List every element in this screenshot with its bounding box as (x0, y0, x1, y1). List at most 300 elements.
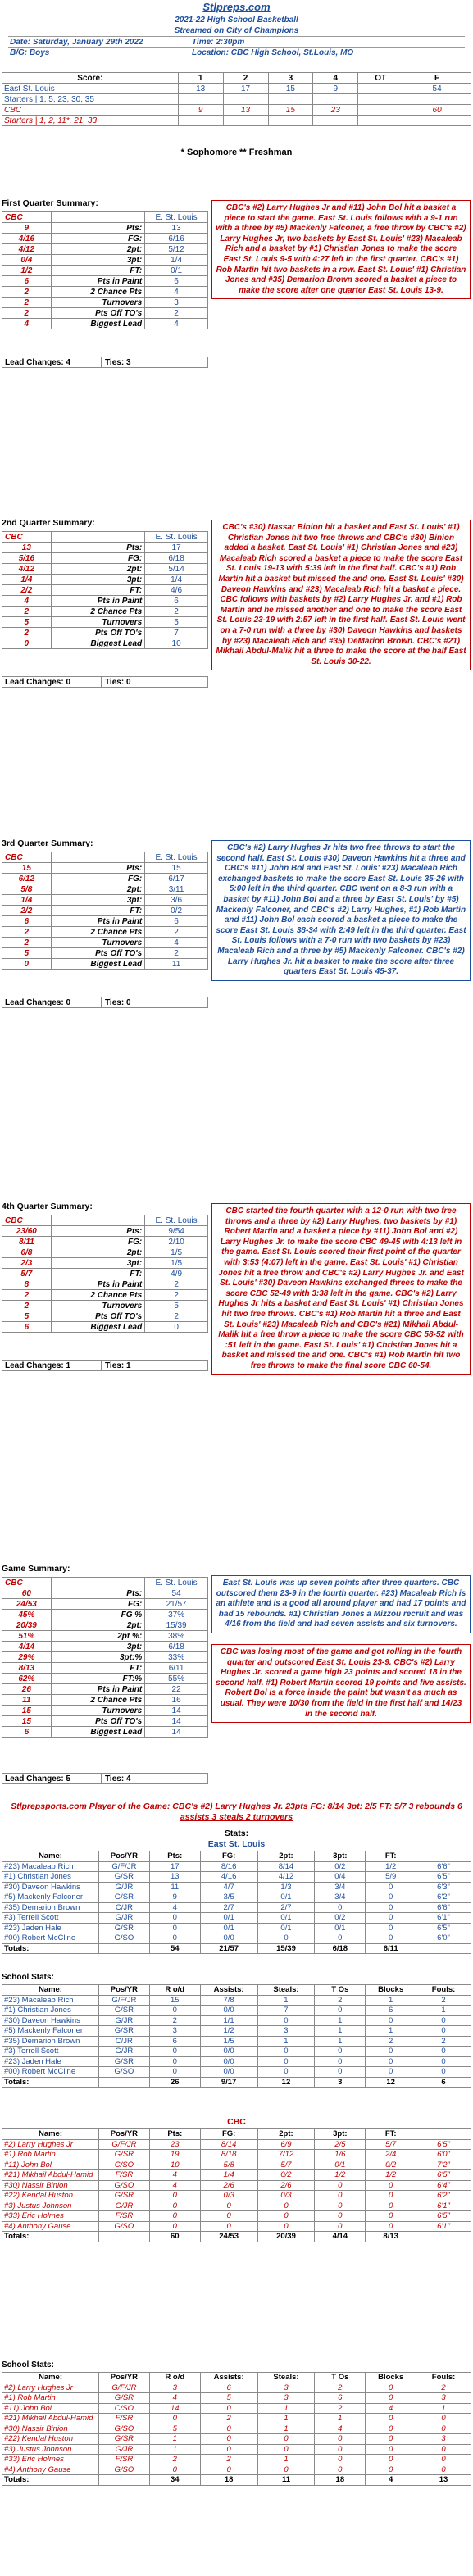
stat-cell: 0 (200, 2211, 257, 2222)
stat-cell: 0 (416, 2015, 471, 2026)
summary-stat-row (2, 1578, 208, 1588)
quarter-stat-row (2, 607, 208, 617)
total-cell: 24/53 (200, 2232, 257, 2242)
stat-cell: 0 (315, 2047, 366, 2057)
stat-cell: F/SR (98, 2211, 149, 2222)
player-row (2, 2414, 471, 2424)
time-label: Time: 2:30pm (192, 38, 245, 47)
stat-cell: 1/6 (315, 2150, 366, 2160)
stat-label: FT: (51, 266, 145, 276)
stream-line: Streamed on City of Champions (174, 26, 299, 35)
stat-cell: 0 (315, 2067, 366, 2078)
quarter-stat-row (2, 1215, 208, 1226)
stat-label: Biggest Lead (51, 319, 145, 329)
stat-cell: 0 (366, 1933, 416, 1944)
stat-label: FT: (51, 1663, 145, 1674)
stat-cell: F/SR (98, 2414, 149, 2424)
cbc-value: CBC (2, 852, 52, 863)
stat-cell: 1 (315, 2414, 366, 2424)
total-cell: 13 (416, 2475, 471, 2486)
esl-value: E. St. Louis (145, 212, 208, 223)
totals-label: Totals: (2, 2077, 99, 2088)
player-name: #1) Rob Martin (2, 2393, 99, 2404)
esl-value: 7 (145, 628, 208, 638)
stat-cell: 0 (257, 2056, 315, 2067)
stat-cell: 23 (149, 2139, 200, 2150)
player-row (2, 2139, 471, 2150)
score-col: 1 (178, 73, 223, 84)
quarter-stat-row (2, 564, 208, 575)
stat-cell: 0 (416, 2056, 471, 2067)
cbc-value: 8 (2, 1279, 52, 1290)
stat-cell: 0 (315, 2434, 366, 2445)
stat-cell: 3 (257, 2026, 315, 2037)
player-name: #23) Jaden Hale (2, 2056, 99, 2067)
column-header: R o/d (149, 2373, 200, 2383)
game-summary-title: Game Summary: (2, 1564, 70, 1574)
stat-cell: 6'5" (416, 2170, 471, 2181)
score-col: F (403, 73, 471, 84)
stat-label: Pts: (51, 543, 145, 553)
stat-cell: 15 (149, 1995, 200, 2006)
cbc-value: 2 (2, 1290, 52, 1301)
esl-value: 13 (145, 223, 208, 234)
stat-label: FG: (51, 1599, 145, 1610)
stat-label: FT: (51, 906, 145, 916)
quarter-stat-row (2, 532, 208, 543)
quarter-stat-row (2, 938, 208, 948)
column-header: Assists: (200, 2373, 257, 2383)
league-line: 2021-22 High School Basketball (175, 16, 298, 25)
quarter-narrative: CBC's #2) Larry Hughes Jr hits two free throws to start the second half. East St. Louis #30) Daveon Hawkins hit a three and CBC's #11) John Bol and East St. Louis' #23) Macaleab Rich exchanged baskets to make the score East St. Louis 35-26 with 5:00 left in the third quarter. CBC went on a 8-3 run with a basket by #11) John Bol and a three by East St. Louis' by #5) Mackenly Falconer, and CBC's #2) Larry Hughes, #1) Rob Martin and #11) John Bol each scored a basket a piece to make the score East St. Louis 38-34 with 2:49 left in the third quarter. East St. Louis follows with a 7-0 run with two baskets by #23) Macaleab Rich and a three by #5) Mackenly Falconer. CBC's #2) Larry Hughes Jr. hit a basket to make the score after three quarters East St. Louis 45-37. (211, 840, 471, 981)
stat-cell: 0 (366, 2015, 416, 2026)
cbc-value: 6/12 (2, 874, 52, 884)
player-name: #1) Christian Jones (2, 1872, 99, 1883)
player-row (2, 1902, 471, 1913)
total-cell: 9/17 (200, 2077, 257, 2088)
stat-cell: G/SR (98, 2150, 149, 2160)
cbc-value: 5/16 (2, 553, 52, 564)
esl-value: E. St. Louis (145, 1578, 208, 1588)
stat-cell: 0/3 (257, 2191, 315, 2201)
esl-value: 14 (145, 1727, 208, 1738)
stat-cell: 0 (416, 2026, 471, 2037)
stat-cell: 1/2 (366, 2170, 416, 2181)
stat-cell: 19 (149, 2150, 200, 2160)
ties: Ties: 3 (102, 357, 208, 368)
stat-cell: 0/1 (257, 1913, 315, 1924)
stat-cell: 0 (416, 2424, 471, 2434)
stat-cell: 0 (149, 2006, 200, 2016)
stat-cell: C/JR (98, 2036, 149, 2047)
stat-cell: 0/3 (200, 2191, 257, 2201)
cbc-value: 24/53 (2, 1599, 52, 1610)
stat-cell: F/SR (98, 2170, 149, 2181)
stat-label: FG: (51, 553, 145, 564)
stat-cell: G/F/JR (98, 2383, 149, 2393)
cbc-value: CBC (2, 1578, 52, 1588)
quarter-title: 3rd Quarter Summary: (2, 838, 93, 848)
stat-cell: 6'1" (416, 2201, 471, 2211)
cbc-value: 26 (2, 1684, 52, 1695)
quarter-stat-row (2, 916, 208, 927)
stat-cell: 6'0" (416, 2150, 471, 2160)
stat-cell: 0/2 (257, 2170, 315, 2181)
stat-cell: C/JR (98, 1902, 149, 1913)
cbc-value: 62% (2, 1674, 52, 1684)
stat-cell: 0 (149, 2465, 200, 2475)
stat-cell: 0 (366, 1913, 416, 1924)
stat-cell: 6'1" (416, 1913, 471, 1924)
quarter-stat-row (2, 895, 208, 906)
stat-label: Pts in Paint (51, 916, 145, 927)
stat-cell: 2 (315, 2383, 366, 2393)
stat-label: 2pt %: (51, 1631, 145, 1642)
player-name: #30) Daveon Hawkins (2, 1882, 99, 1892)
player-name: #3) Terrell Scott (2, 2047, 99, 2057)
cbc-value: 15 (2, 863, 52, 874)
score-col: 4 (313, 73, 358, 84)
total-cell (416, 1943, 471, 1954)
quarter-stat-row (2, 852, 208, 863)
cbc-value: 2 (2, 938, 52, 948)
cbc-value: 0/4 (2, 255, 52, 266)
esl-value: 11 (145, 959, 208, 970)
column-header: R o/d (149, 1985, 200, 1996)
total-cell (98, 2077, 149, 2088)
stat-label: Pts Off TO's (51, 308, 145, 319)
quarter-score (358, 84, 403, 94)
stat-cell: G/SR (98, 1892, 149, 1903)
stat-label: FG: (51, 874, 145, 884)
player-name: #4) Anthony Gause (2, 2465, 99, 2475)
stat-cell: G/F/JR (98, 1995, 149, 2006)
quarter-score: 13 (178, 84, 223, 94)
quarter-stats-table (2, 531, 208, 649)
quarter-stats-table (2, 211, 208, 329)
esl-value: 16 (145, 1695, 208, 1706)
totals-row (2, 2232, 471, 2242)
stat-cell: 0 (366, 2455, 416, 2465)
player-name: #21) Mikhail Abdul-Hamid (2, 2170, 99, 2181)
cbc-value: 6 (2, 1322, 52, 1333)
stat-cell: 6 (315, 2393, 366, 2404)
stat-cell: G/F/JR (98, 1861, 149, 1872)
quarter-stats-table (2, 1215, 208, 1333)
stat-cell: 0/2 (366, 2160, 416, 2170)
summary-stat-row (2, 1620, 208, 1631)
stat-cell: 2 (200, 2414, 257, 2424)
quarter-stat-row (2, 596, 208, 607)
esl-value: 5 (145, 1301, 208, 1311)
column-header: T Os (315, 1985, 366, 1996)
total-cell: 15/39 (257, 1943, 315, 1954)
stat-cell: 11 (149, 1882, 200, 1892)
stat-cell: 0 (149, 2056, 200, 2067)
player-stats-table (2, 2128, 471, 2242)
player-name: #23) Macaleab Rich (2, 1861, 99, 1872)
summary-stat-row (2, 1610, 208, 1620)
stat-cell: 14 (149, 2403, 200, 2414)
player-name: #21) Mikhail Abdul-Hamid (2, 2414, 99, 2424)
stat-cell: 0 (200, 2444, 257, 2455)
stat-cell: 2 (416, 1995, 471, 2006)
esl-value: 54 (145, 1588, 208, 1599)
esl-value: 15 (145, 863, 208, 874)
total-cell: 4 (366, 2475, 416, 2486)
column-header: Blocks (366, 2373, 416, 2383)
quarter-score: 23 (313, 105, 358, 116)
quarter-stat-row (2, 884, 208, 895)
player-name: #30) Daveon Hawkins (2, 2015, 99, 2026)
player-row (2, 2383, 471, 2393)
stat-cell: 0 (366, 2056, 416, 2067)
quarter-stat-row (2, 585, 208, 596)
cbc-value: 5 (2, 617, 52, 628)
cbc-value: 5/7 (2, 1269, 52, 1279)
cbc-value: 2 (2, 298, 52, 308)
stat-cell: 3 (416, 2393, 471, 2404)
player-name: #3) Justus Johnson (2, 2201, 99, 2211)
stat-label (51, 532, 145, 543)
stat-cell: 4 (149, 2180, 200, 2191)
player-name: #00) Robert McCline (2, 1933, 99, 1944)
stat-cell: 0 (315, 2056, 366, 2067)
esl-value: 5 (145, 617, 208, 628)
quarter-stat-row (2, 927, 208, 938)
stat-label: Pts in Paint (51, 1684, 145, 1695)
quarter-score: 15 (268, 84, 313, 94)
stat-label: Pts: (51, 1588, 145, 1599)
column-header: FG: (200, 2129, 257, 2140)
player-row (2, 2047, 471, 2057)
stat-cell: G/SR (98, 2006, 149, 2016)
total-cell: 18 (315, 2475, 366, 2486)
quarter-stat-row (2, 906, 208, 916)
stat-label: 2pt: (51, 1620, 145, 1631)
game-summary-table (2, 1577, 208, 1738)
stat-cell: 0 (149, 2221, 200, 2232)
lead-changes: Lead Changes: 0 (2, 676, 102, 688)
stat-cell: 0 (257, 1933, 315, 1944)
stat-cell: 0 (149, 1933, 200, 1944)
player-row (2, 1933, 471, 1944)
lead-ties-row (2, 1773, 208, 1784)
stat-cell: G/JR (98, 2047, 149, 2057)
final-score: 54 (403, 84, 471, 94)
stat-cell: G/SO (98, 2424, 149, 2434)
quarter-stats-table (2, 852, 208, 970)
quarter-stat-row (2, 1237, 208, 1247)
stat-cell: 4 (366, 2403, 416, 2414)
player-row (2, 2201, 471, 2211)
player-name: #2) Larry Hughes Jr (2, 2383, 99, 2393)
site-title[interactable]: Stlpreps.com (202, 1, 271, 13)
stat-cell: 17 (149, 1861, 200, 1872)
stat-cell: 0 (149, 1923, 200, 1933)
stat-cell: 6 (200, 2383, 257, 2393)
column-header (416, 1851, 471, 1862)
esl-value: 33% (145, 1652, 208, 1663)
cbc-value: 51% (2, 1631, 52, 1642)
stat-cell: 1 (257, 2414, 315, 2424)
date-label: Date: Saturday, January 29th 2022 (10, 38, 143, 47)
lead-ties-row (2, 997, 208, 1008)
stat-cell: 0/2 (315, 1913, 366, 1924)
cbc-value: 11 (2, 1695, 52, 1706)
stat-cell: 0 (257, 2434, 315, 2445)
gender-location-row (8, 47, 465, 57)
stat-cell: 1/3 (257, 1882, 315, 1892)
ties: Ties: 0 (102, 997, 208, 1008)
esl-value: 6 (145, 596, 208, 607)
quarter-score: 9 (313, 84, 358, 94)
stat-cell: G/F/JR (98, 2139, 149, 2150)
stat-cell: 1 (149, 2434, 200, 2445)
stat-cell: 0/2 (315, 1861, 366, 1872)
stat-label: Pts in Paint (51, 276, 145, 287)
quarter-stat-row (2, 1258, 208, 1269)
quarter-title: First Quarter Summary: (2, 198, 98, 208)
stat-label: 2 Chance Pts (51, 927, 145, 938)
esl-value: 2 (145, 948, 208, 959)
stat-cell: G/SR (98, 2191, 149, 2201)
esl-value: 15/39 (145, 1620, 208, 1631)
stat-cell: 1 (257, 2424, 315, 2434)
lead-ties-row (2, 1360, 208, 1371)
total-cell: 34 (149, 2475, 200, 2486)
esl-value: 3/11 (145, 884, 208, 895)
total-cell: 18 (200, 2475, 257, 2486)
stats-header-row (2, 1851, 471, 1862)
stat-cell: 0 (366, 2191, 416, 2201)
stat-cell: 6 (366, 2006, 416, 2016)
column-header: Name: (2, 2373, 99, 2383)
stat-cell: 6'3" (416, 1882, 471, 1892)
player-row (2, 2170, 471, 2181)
player-row (2, 2403, 471, 2414)
cbc-value: 2/2 (2, 585, 52, 596)
stat-cell: 0/0 (200, 2006, 257, 2016)
quarter-stat-row (2, 244, 208, 255)
stat-cell: 0/1 (257, 1892, 315, 1903)
stat-cell: 0 (149, 2414, 200, 2424)
esl-value: 55% (145, 1674, 208, 1684)
stat-cell: 1/2 (315, 2170, 366, 2181)
stat-cell: 6'5" (416, 2211, 471, 2222)
stat-cell: 0 (200, 2434, 257, 2445)
esl-value: 0/2 (145, 906, 208, 916)
total-cell (98, 2232, 149, 2242)
stat-label: 3pt: (51, 575, 145, 585)
stat-cell: 2/7 (257, 1902, 315, 1913)
esl-value: 17 (145, 543, 208, 553)
quarter-stat-row (2, 1279, 208, 1290)
stat-cell: 0 (366, 2201, 416, 2211)
stat-cell: 0 (315, 2180, 366, 2191)
player-name: #35) Demarion Brown (2, 2036, 99, 2047)
esl-value: 14 (145, 1716, 208, 1727)
team-stats-title: CBC (227, 2117, 246, 2127)
stat-cell: 0 (366, 2424, 416, 2434)
stat-label: Pts: (51, 1226, 145, 1237)
column-header: FG: (200, 1851, 257, 1862)
player-name: #3) Terrell Scott (2, 1913, 99, 1924)
esl-value: 2 (145, 1311, 208, 1322)
stat-cell: 1 (366, 2026, 416, 2037)
column-header (416, 2129, 471, 2140)
esl-value: 22 (145, 1684, 208, 1695)
total-cell: 6/18 (315, 1943, 366, 1954)
stat-cell: 3 (257, 2393, 315, 2404)
summary-stat-row (2, 1727, 208, 1738)
totals-row (2, 2475, 471, 2486)
summary-stat-row (2, 1652, 208, 1663)
cbc-value: 2 (2, 1301, 52, 1311)
esl-value: 0/1 (145, 266, 208, 276)
stat-cell: 6'5" (416, 1923, 471, 1933)
stat-cell: 0/1 (200, 1923, 257, 1933)
stat-cell: G/JR (98, 2015, 149, 2026)
esl-value: E. St. Louis (145, 532, 208, 543)
stat-cell: G/SO (98, 2221, 149, 2232)
stat-label: FG: (51, 234, 145, 244)
stat-label: Turnovers (51, 298, 145, 308)
esl-value: 2/10 (145, 1237, 208, 1247)
stat-cell: 1 (366, 1995, 416, 2006)
stat-label: FT: (51, 585, 145, 596)
stats-header-row (2, 2129, 471, 2140)
player-row (2, 2056, 471, 2067)
summary-stat-row (2, 1684, 208, 1695)
player-row (2, 1995, 471, 2006)
score-table (2, 72, 471, 126)
esl-value: 4/9 (145, 1269, 208, 1279)
team-name: East St. Louis (2, 84, 179, 94)
totals-label: Totals: (2, 1943, 99, 1954)
esl-value: 10 (145, 638, 208, 649)
stat-cell: 2/5 (315, 2139, 366, 2150)
player-name: #1) Rob Martin (2, 2150, 99, 2160)
starters-list: 1, 5, 23, 30, 35 (39, 94, 94, 104)
summary-stat-row (2, 1642, 208, 1652)
starters-cell: Starters | 1, 2, 11*, 21, 33 (2, 116, 179, 126)
player-row (2, 2444, 471, 2455)
stat-cell: 6'4" (416, 2180, 471, 2191)
stat-label (51, 852, 145, 863)
stat-cell: 0 (416, 2047, 471, 2057)
stat-cell: 6'6" (416, 1861, 471, 1872)
column-header: Steals: (257, 1985, 315, 1996)
cbc-value: 2/2 (2, 906, 52, 916)
stat-cell: 0/0 (200, 2047, 257, 2057)
stat-cell: 0 (366, 1902, 416, 1913)
player-row (2, 1913, 471, 1924)
stat-label: 2 Chance Pts (51, 1695, 145, 1706)
stat-cell: 0 (200, 2465, 257, 2475)
totals-label: Totals: (2, 2475, 99, 2486)
stat-cell: 0 (315, 2201, 366, 2211)
stat-cell: 0 (366, 2465, 416, 2475)
stat-cell: G/JR (98, 1913, 149, 1924)
total-cell: 26 (149, 2077, 200, 2088)
stat-cell: G/SR (98, 2056, 149, 2067)
school-stats-table (2, 2372, 471, 2486)
stat-label: 3pt: (51, 1642, 145, 1652)
stat-cell: 0 (416, 2414, 471, 2424)
cbc-value: 2 (2, 628, 52, 638)
stat-cell: 0 (257, 2015, 315, 2026)
